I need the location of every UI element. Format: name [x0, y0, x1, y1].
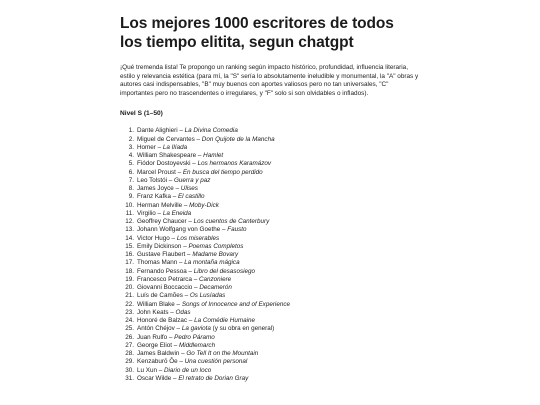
- list-item-number: 17.: [125, 259, 134, 267]
- separator: –: [186, 267, 194, 275]
- work-title: La Eneida: [162, 209, 192, 217]
- work-title: Ulises: [180, 185, 198, 193]
- author-name: Dante Alighieri: [137, 127, 178, 135]
- work-title: Poemas Completos: [188, 242, 244, 250]
- list-item-text: [137, 284, 232, 292]
- work-title: Diario de un loco: [163, 366, 212, 374]
- list-item-text: [137, 136, 275, 144]
- work-title: El retrato de Dorian Gray: [178, 374, 249, 382]
- work-title: Middlemarch: [179, 341, 216, 349]
- separator: –: [171, 374, 179, 382]
- list-item: [120, 235, 420, 243]
- author-name: James Baldwin: [137, 350, 180, 358]
- work-title: Canzoniere: [198, 275, 232, 283]
- separator: –: [175, 168, 183, 176]
- separator: –: [156, 366, 164, 374]
- list-item-text: [137, 185, 198, 193]
- list-item: [120, 251, 420, 259]
- separator: –: [190, 160, 198, 168]
- author-name: William Shakespeare: [137, 152, 197, 160]
- list-item: [120, 292, 420, 300]
- list-item-number: 12.: [125, 218, 134, 226]
- list-item-number: 20.: [125, 284, 134, 292]
- work-title: La Divina Comedia: [184, 127, 238, 135]
- author-name: Leo Tolstói: [137, 176, 167, 184]
- separator: –: [174, 325, 182, 333]
- list-item-text: [137, 144, 187, 152]
- list-item-number: 30.: [125, 366, 134, 374]
- list-item-text: [137, 268, 255, 276]
- work-title: Los miserables: [176, 234, 220, 242]
- list-item-text: [137, 152, 223, 160]
- list-item-text: [137, 218, 269, 226]
- list-item: [120, 334, 420, 342]
- separator: –: [177, 358, 185, 366]
- list-item: [120, 136, 420, 144]
- separator: –: [155, 209, 163, 217]
- author-name: Antón Chéjov: [137, 325, 175, 333]
- separator: –: [174, 300, 182, 308]
- separator: –: [168, 308, 176, 316]
- list-item-number: 13.: [125, 226, 134, 234]
- work-title: La Comédie Humaine: [194, 317, 255, 325]
- list-item: [120, 301, 420, 309]
- list-item-number: 5.: [128, 160, 134, 168]
- author-name: Lu Xun: [137, 366, 157, 374]
- author-name: Emily Dickinson: [137, 242, 182, 250]
- list-item: [120, 226, 420, 234]
- work-title: Songs of Innocence and of Experience: [181, 300, 290, 308]
- list-item-number: 6.: [128, 168, 134, 176]
- list-item: [120, 193, 420, 201]
- list-item: [120, 284, 420, 292]
- separator: –: [186, 218, 194, 226]
- author-name: Juan Rulfo: [137, 333, 168, 341]
- list-item: [120, 325, 420, 333]
- list-item-number: 28.: [125, 350, 134, 358]
- work-title: Decamerón: [199, 284, 232, 292]
- list-item: [120, 160, 420, 168]
- separator: –: [194, 135, 202, 143]
- author-name: Virgilio: [137, 209, 156, 217]
- author-name: Francesco Petrarca: [137, 275, 192, 283]
- separator: –: [185, 251, 193, 259]
- author-name: Oscar Wilde: [137, 374, 172, 382]
- work-title: Go Tell It on the Mountain: [186, 350, 259, 358]
- work-title: La montaña mágica: [184, 259, 240, 267]
- list-item: [120, 218, 420, 226]
- separator: –: [191, 275, 199, 283]
- list-item-number: 16.: [125, 251, 134, 259]
- ranking-list: [120, 127, 420, 383]
- list-item-number: 10.: [125, 201, 134, 209]
- work-title: Hamlet: [203, 152, 224, 160]
- list-item: [120, 375, 420, 383]
- list-item-text: [137, 367, 211, 375]
- list-item-text: [137, 276, 231, 284]
- work-title: En busca del tiempo perdido: [182, 168, 263, 176]
- list-item-number: 15.: [125, 242, 134, 250]
- list-item: [120, 367, 420, 375]
- list-item: [120, 259, 420, 267]
- list-item: [120, 152, 420, 160]
- list-item-text: [137, 243, 243, 251]
- list-item: [120, 127, 420, 135]
- list-item: [120, 177, 420, 185]
- separator: –: [167, 176, 175, 184]
- list-item: [120, 358, 420, 366]
- work-title: Os Lusíadas: [189, 292, 226, 300]
- separator: –: [172, 341, 180, 349]
- list-item-number: 26.: [125, 333, 134, 341]
- list-item-number: 27.: [125, 341, 134, 349]
- author-name: Giovanni Boccaccio: [137, 284, 193, 292]
- work-title: Los cuentos de Canterbury: [193, 218, 270, 226]
- work-title: Una cuestión personal: [184, 358, 248, 366]
- page-title: Los mejores 1000 escritores de todos los tiempo elitita, segun chatgpt: [120, 15, 394, 51]
- list-item-text: [137, 251, 238, 259]
- separator: –: [182, 201, 190, 209]
- list-item: [120, 202, 420, 210]
- work-title: Pedro Páramo: [174, 333, 215, 341]
- separator: –: [169, 234, 177, 242]
- list-item-text: [137, 301, 290, 309]
- separator: –: [173, 185, 181, 193]
- list-item-number: 24.: [125, 317, 134, 325]
- author-name: Fernando Pessoa: [137, 267, 187, 275]
- author-name: James Joyce: [137, 185, 174, 193]
- list-item: [120, 317, 420, 325]
- section-heading: Nivel S (1–50): [120, 110, 163, 118]
- list-item-text: [137, 169, 263, 177]
- list-item-number: 22.: [125, 300, 134, 308]
- list-item-number: 14.: [125, 234, 134, 242]
- list-item-number: 4.: [128, 152, 134, 160]
- work-title: Don Quijote de la Mancha: [201, 135, 275, 143]
- author-name: Franz Kafka: [137, 193, 171, 201]
- list-item: [120, 185, 420, 193]
- list-item: [120, 342, 420, 350]
- author-name: John Keats: [137, 308, 169, 316]
- separator: –: [187, 317, 195, 325]
- list-item-number: 19.: [125, 275, 134, 283]
- list-item-number: 18.: [125, 267, 134, 275]
- list-item-number: 23.: [125, 308, 134, 316]
- list-item-text: [137, 160, 271, 168]
- list-item-text: [137, 334, 215, 342]
- author-name: William Blake: [137, 300, 175, 308]
- list-item: [120, 144, 420, 152]
- list-item-number: 3.: [128, 143, 134, 151]
- list-item-number: 7.: [128, 176, 134, 184]
- work-title: Fausto: [227, 226, 247, 234]
- work-title: El castillo: [177, 193, 205, 201]
- list-item-text: [137, 358, 247, 366]
- author-name: Geoffrey Chaucer: [137, 218, 187, 226]
- list-item-number: 1.: [128, 127, 134, 135]
- separator: –: [220, 226, 228, 234]
- list-item: [120, 309, 420, 317]
- list-item-text: [137, 202, 219, 210]
- work-title: Moby-Dick: [189, 201, 219, 209]
- list-item: [120, 210, 420, 218]
- author-name: Luís de Camões: [137, 292, 183, 300]
- list-item-text: [137, 127, 238, 135]
- author-name: Homer: [137, 143, 156, 151]
- list-item-number: 9.: [128, 193, 134, 201]
- list-item-text: [137, 210, 191, 218]
- author-name: Honoré de Balzac: [137, 317, 188, 325]
- work-title: Libro del desasosiego: [193, 267, 255, 275]
- list-item: [120, 243, 420, 251]
- work-title: La gaviota: [181, 325, 211, 333]
- list-item-number: 2.: [128, 135, 134, 143]
- list-item-number: 31.: [125, 374, 134, 382]
- work-title: Los hermanos Karamázov: [197, 160, 272, 168]
- work-note: (y su obra en general): [210, 325, 275, 333]
- separator: –: [182, 292, 190, 300]
- author-name: George Eliot: [137, 341, 173, 349]
- author-name: Thomas Mann: [137, 259, 178, 267]
- list-item-text: [137, 317, 255, 325]
- author-name: Miguel de Cervantes: [137, 135, 195, 143]
- list-item-text: [137, 235, 219, 243]
- list-item-text: [137, 259, 240, 267]
- list-item: [120, 276, 420, 284]
- list-item-number: 25.: [125, 325, 134, 333]
- list-item: [120, 169, 420, 177]
- work-title: La Ilíada: [162, 143, 188, 151]
- author-name: Johann Wolfgang von Goethe: [137, 226, 221, 234]
- list-item-text: [137, 292, 225, 300]
- separator: –: [167, 333, 175, 341]
- author-name: Victor Hugo: [137, 234, 170, 242]
- separator: –: [196, 152, 204, 160]
- list-item-text: [137, 226, 246, 234]
- list-item-text: [137, 342, 215, 350]
- list-item-text: [137, 325, 274, 333]
- list-item-text: [137, 309, 191, 317]
- intro-paragraph: ¡Qué tremenda lista! Te propongo un ranking según impacto histórico, profundidad, influencia literaria, estilo y relevancia estética (para mí, la "S" sería lo absolutamente ineludible y monumental, la "A" obras y autores casi indispensables, "B" muy buenos con aportes valiosos pero no tan universales, "C" importantes pero no trascendentes o irregulares, y "F" solo si son olvidables o inflados).: [120, 64, 419, 97]
- author-name: Fiódor Dostoyevski: [137, 160, 191, 168]
- list-item-number: 21.: [125, 292, 134, 300]
- work-title: Odas: [175, 308, 191, 316]
- work-title: Guerra y paz: [174, 176, 211, 184]
- list-item: [120, 268, 420, 276]
- author-name: Marcel Proust: [137, 168, 176, 176]
- list-item-text: [137, 375, 248, 383]
- list-item-number: 11.: [125, 209, 134, 217]
- separator: –: [179, 350, 187, 358]
- author-name: Kenzaburō Ōe: [137, 358, 178, 366]
- separator: –: [177, 259, 185, 267]
- separator: –: [192, 284, 200, 292]
- separator: –: [181, 242, 189, 250]
- list-item-text: [137, 193, 205, 201]
- separator: –: [155, 143, 163, 151]
- author-name: Gustave Flaubert: [137, 251, 186, 259]
- list-item-text: [137, 177, 210, 185]
- separator: –: [177, 127, 185, 135]
- work-title: Madame Bovary: [192, 251, 239, 259]
- list-item-number: 29.: [125, 358, 134, 366]
- author-name: Herman Melville: [137, 201, 183, 209]
- separator: –: [170, 193, 178, 201]
- list-item-number: 8.: [128, 185, 134, 193]
- document-content: [120, 14, 420, 383]
